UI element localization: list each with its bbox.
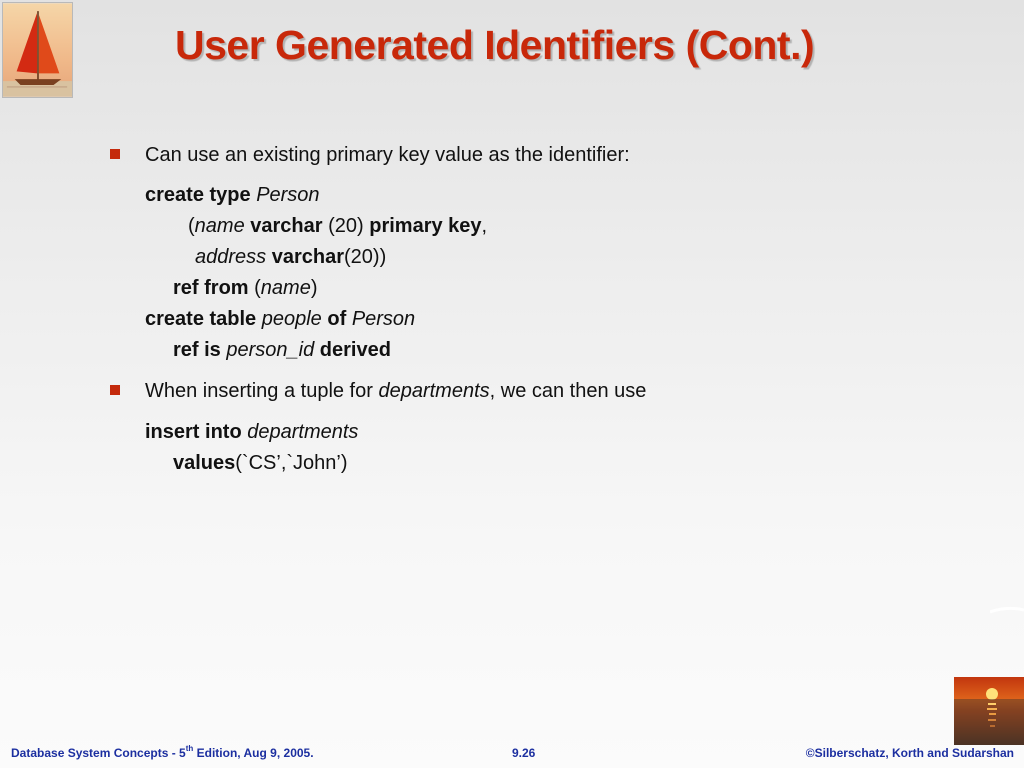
code-line — [188, 214, 487, 238]
keyword: create table — [145, 308, 257, 330]
footer-text: Database System Concepts - 5 — [11, 746, 186, 760]
keyword: varchar — [271, 246, 344, 268]
keyword: ref from — [173, 277, 249, 299]
sunset-logo-icon — [954, 677, 1024, 745]
slide-title: User Generated Identifiers (Cont.) — [175, 22, 815, 68]
identifier: Person — [256, 184, 320, 206]
paren: ( — [188, 215, 195, 237]
identifier: name — [194, 215, 245, 237]
identifier: departments — [378, 380, 490, 402]
bullet-marker — [110, 149, 120, 159]
keyword: ref is — [173, 339, 221, 361]
values-args: (`CS’,`John’) — [235, 452, 348, 474]
keyword: varchar — [250, 215, 323, 237]
identifier: person_id — [226, 339, 315, 361]
keyword: values — [173, 452, 236, 474]
keyword: derived — [319, 339, 391, 361]
paren: ) — [310, 277, 318, 299]
bullet-text: Can use an existing primary key value as the identifier: — [145, 144, 630, 166]
footer-left — [11, 746, 314, 760]
code-line — [173, 276, 318, 300]
identifier: departments — [247, 421, 359, 443]
decorative-swoosh-icon — [990, 604, 1024, 620]
comma: , — [481, 215, 488, 237]
page-number: 9.26 — [512, 746, 536, 760]
keyword: of — [327, 308, 347, 330]
identifier: address — [195, 246, 267, 268]
code-line — [173, 451, 348, 475]
bullet-marker — [110, 385, 120, 395]
code-line — [145, 307, 415, 331]
sailboat-logo-icon — [2, 2, 73, 98]
keyword: insert into — [145, 421, 242, 443]
code-line — [145, 420, 358, 444]
keyword: create type — [145, 184, 251, 206]
footer-right: ©Silberschatz, Korth and Sudarshan — [805, 746, 1014, 760]
identifier: name — [260, 277, 311, 299]
bullet-text — [145, 379, 646, 403]
footer-text: Edition, Aug 9, 2005. — [193, 746, 314, 760]
paren: ( — [248, 277, 261, 299]
bullet-text-part: , we can then use — [489, 380, 647, 402]
length: (20) — [322, 215, 370, 237]
bullet-text-part: When inserting a tuple for — [145, 380, 379, 402]
identifier: Person — [351, 308, 416, 330]
length: (20)) — [344, 246, 387, 268]
code-line — [173, 338, 391, 362]
code-line — [195, 245, 386, 269]
keyword: primary key — [369, 215, 482, 237]
code-line — [145, 183, 320, 207]
footer-superscript: th — [185, 744, 194, 753]
identifier: people — [261, 308, 322, 330]
